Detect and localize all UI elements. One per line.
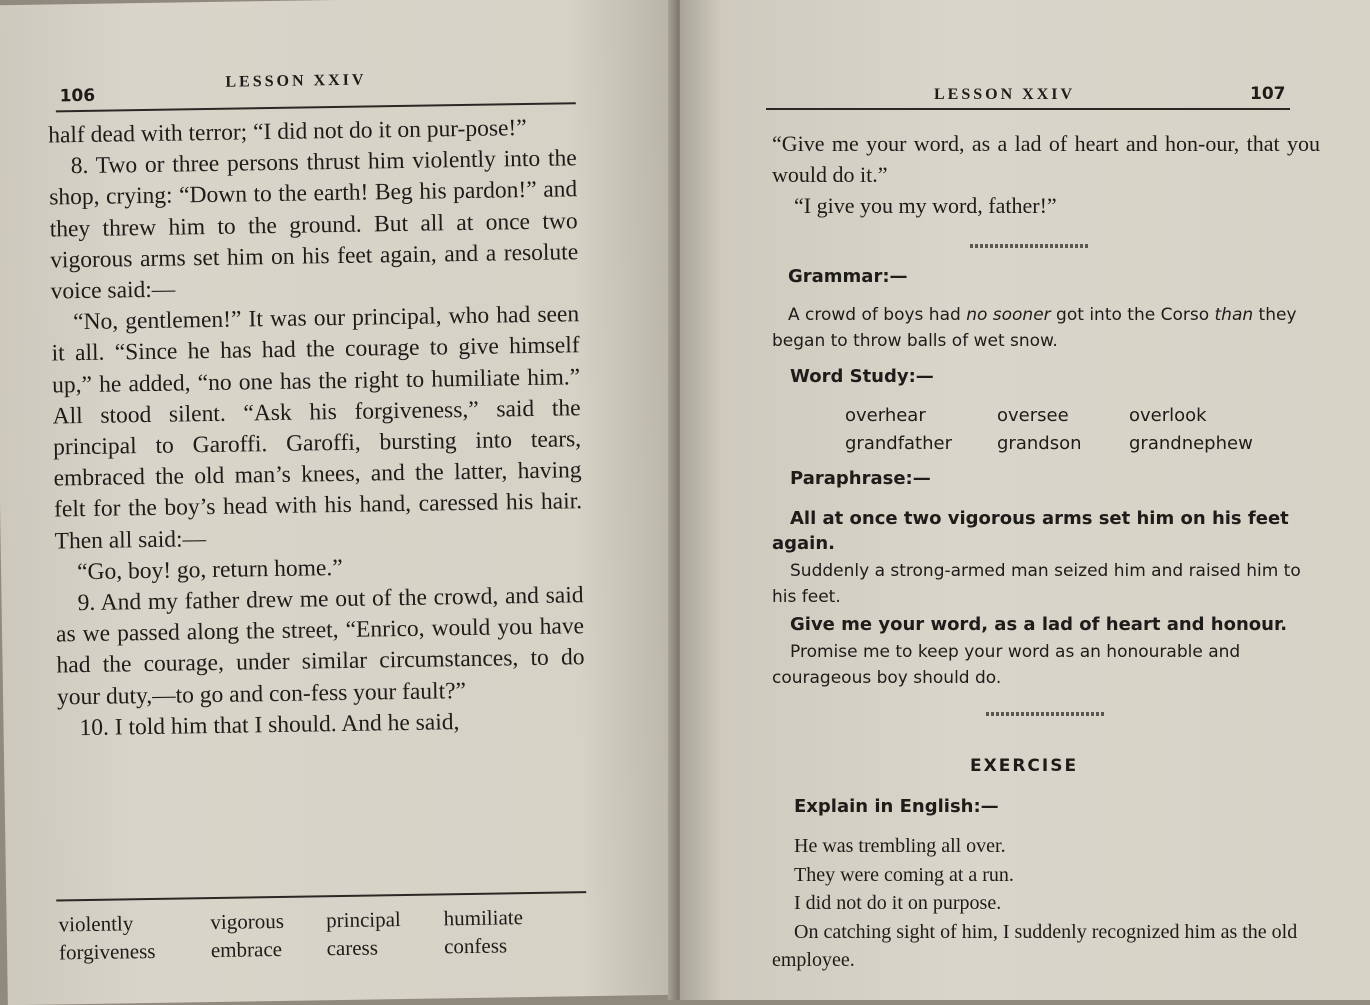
vocab-word: violently xyxy=(58,911,134,937)
page-number: 107 xyxy=(1250,84,1286,104)
exercise-item: On catching sight of him, I suddenly recognized him as the old employee. xyxy=(772,920,1298,971)
exercise-item: He was trembling all over. xyxy=(794,835,1006,857)
header-rule xyxy=(766,108,1290,110)
section-divider xyxy=(986,712,1106,716)
word-study-item: grandfather xyxy=(845,433,952,454)
paragraph: “Go, boy! go, return home.” xyxy=(76,554,343,585)
paragraph: “I give you my word, father!” xyxy=(794,193,1057,218)
vocab-list xyxy=(58,902,569,966)
word-study-label: Word Study:— xyxy=(790,366,934,387)
paraphrase-text: Suddenly a strong-armed man seized him and raised him to his feet. xyxy=(772,561,1301,607)
exercise-label: Explain in English:— xyxy=(794,796,999,817)
vocab-word: vigorous xyxy=(210,908,285,935)
exercise-list xyxy=(772,832,1328,975)
word-study-item: overhear xyxy=(845,405,926,426)
paragraph: 8. Two or three persons thrust him violently into the shop, crying: “Down to the earth! Beg his pardon!” and they threw him to the ground. But all at once two vigorous arms set him on his feet again, and a resolute voice said:— xyxy=(49,145,579,305)
left-body xyxy=(48,112,586,744)
exercise-title: EXERCISE xyxy=(970,756,1079,776)
grammar-label: Grammar:— xyxy=(788,266,908,287)
vocab-word: caress xyxy=(326,935,379,961)
vocab-word: embrace xyxy=(210,936,283,963)
word-study-item: grandnephew xyxy=(1129,433,1253,454)
vocab-word: forgiveness xyxy=(58,938,156,965)
right-body xyxy=(772,128,1320,221)
vocab-word: principal xyxy=(325,907,401,933)
paragraph: 10. I told him that I should. And he said, xyxy=(79,708,460,741)
paraphrase-phrase: All at once two vigorous arms set him on his feet again. xyxy=(772,508,1289,554)
paraphrase-body xyxy=(772,506,1312,691)
paragraph: 9. And my father drew me out of the crowd, and said as we passed along the street, “Enrico, would you have had the courage, under similar circumstances, to do your duty,—to go and con-fess your fault?” xyxy=(55,582,585,711)
page-number: 106 xyxy=(59,85,96,107)
paragraph: “No, gentlemen!” It was our principal, who had seen it all. “Since he has had the courage to give himself up,” he added, “no one has the right to humiliate him.” All stood silent. “Ask his forgiveness,” said the principal to Garoffi. Garoffi, bursting into tears, embraced the old man’s knees, and the latter, having felt for the boy’s head with his hand, caressed his hair. Then all said:— xyxy=(51,301,583,555)
paragraph: half dead with terror; “I did not do it on pur-pose!” xyxy=(48,115,527,149)
page-header: LESSON XXIV xyxy=(934,86,1076,103)
vocab-word: confess xyxy=(443,933,508,959)
word-study-item: overlook xyxy=(1129,405,1207,426)
page-header: LESSON XXIV xyxy=(225,71,367,91)
paraphrase-label: Paraphrase:— xyxy=(790,468,931,489)
paraphrase-phrase: Give me your word, as a lad of heart and honour. xyxy=(790,614,1288,635)
paragraph: “Give me your word, as a lad of heart and hon-our, that you would do it.” xyxy=(772,131,1320,187)
paraphrase-text: Promise me to keep your word as an honourable and courageous boy should do. xyxy=(772,642,1241,688)
vocab-word: humiliate xyxy=(443,905,524,931)
word-study-item: oversee xyxy=(997,405,1069,426)
word-study-item: grandson xyxy=(997,433,1082,454)
header-rule xyxy=(56,102,576,112)
exercise-item: I did not do it on purpose. xyxy=(794,892,1002,914)
section-divider xyxy=(970,244,1090,248)
grammar-text: A crowd of boys had no sooner got into the Corso than they began to throw balls of wet snow. xyxy=(772,305,1297,351)
right-page xyxy=(680,0,1370,1000)
exercise-item: They were coming at a run. xyxy=(794,863,1014,886)
vocab-rule xyxy=(56,891,586,901)
word-study-list xyxy=(844,402,1284,458)
